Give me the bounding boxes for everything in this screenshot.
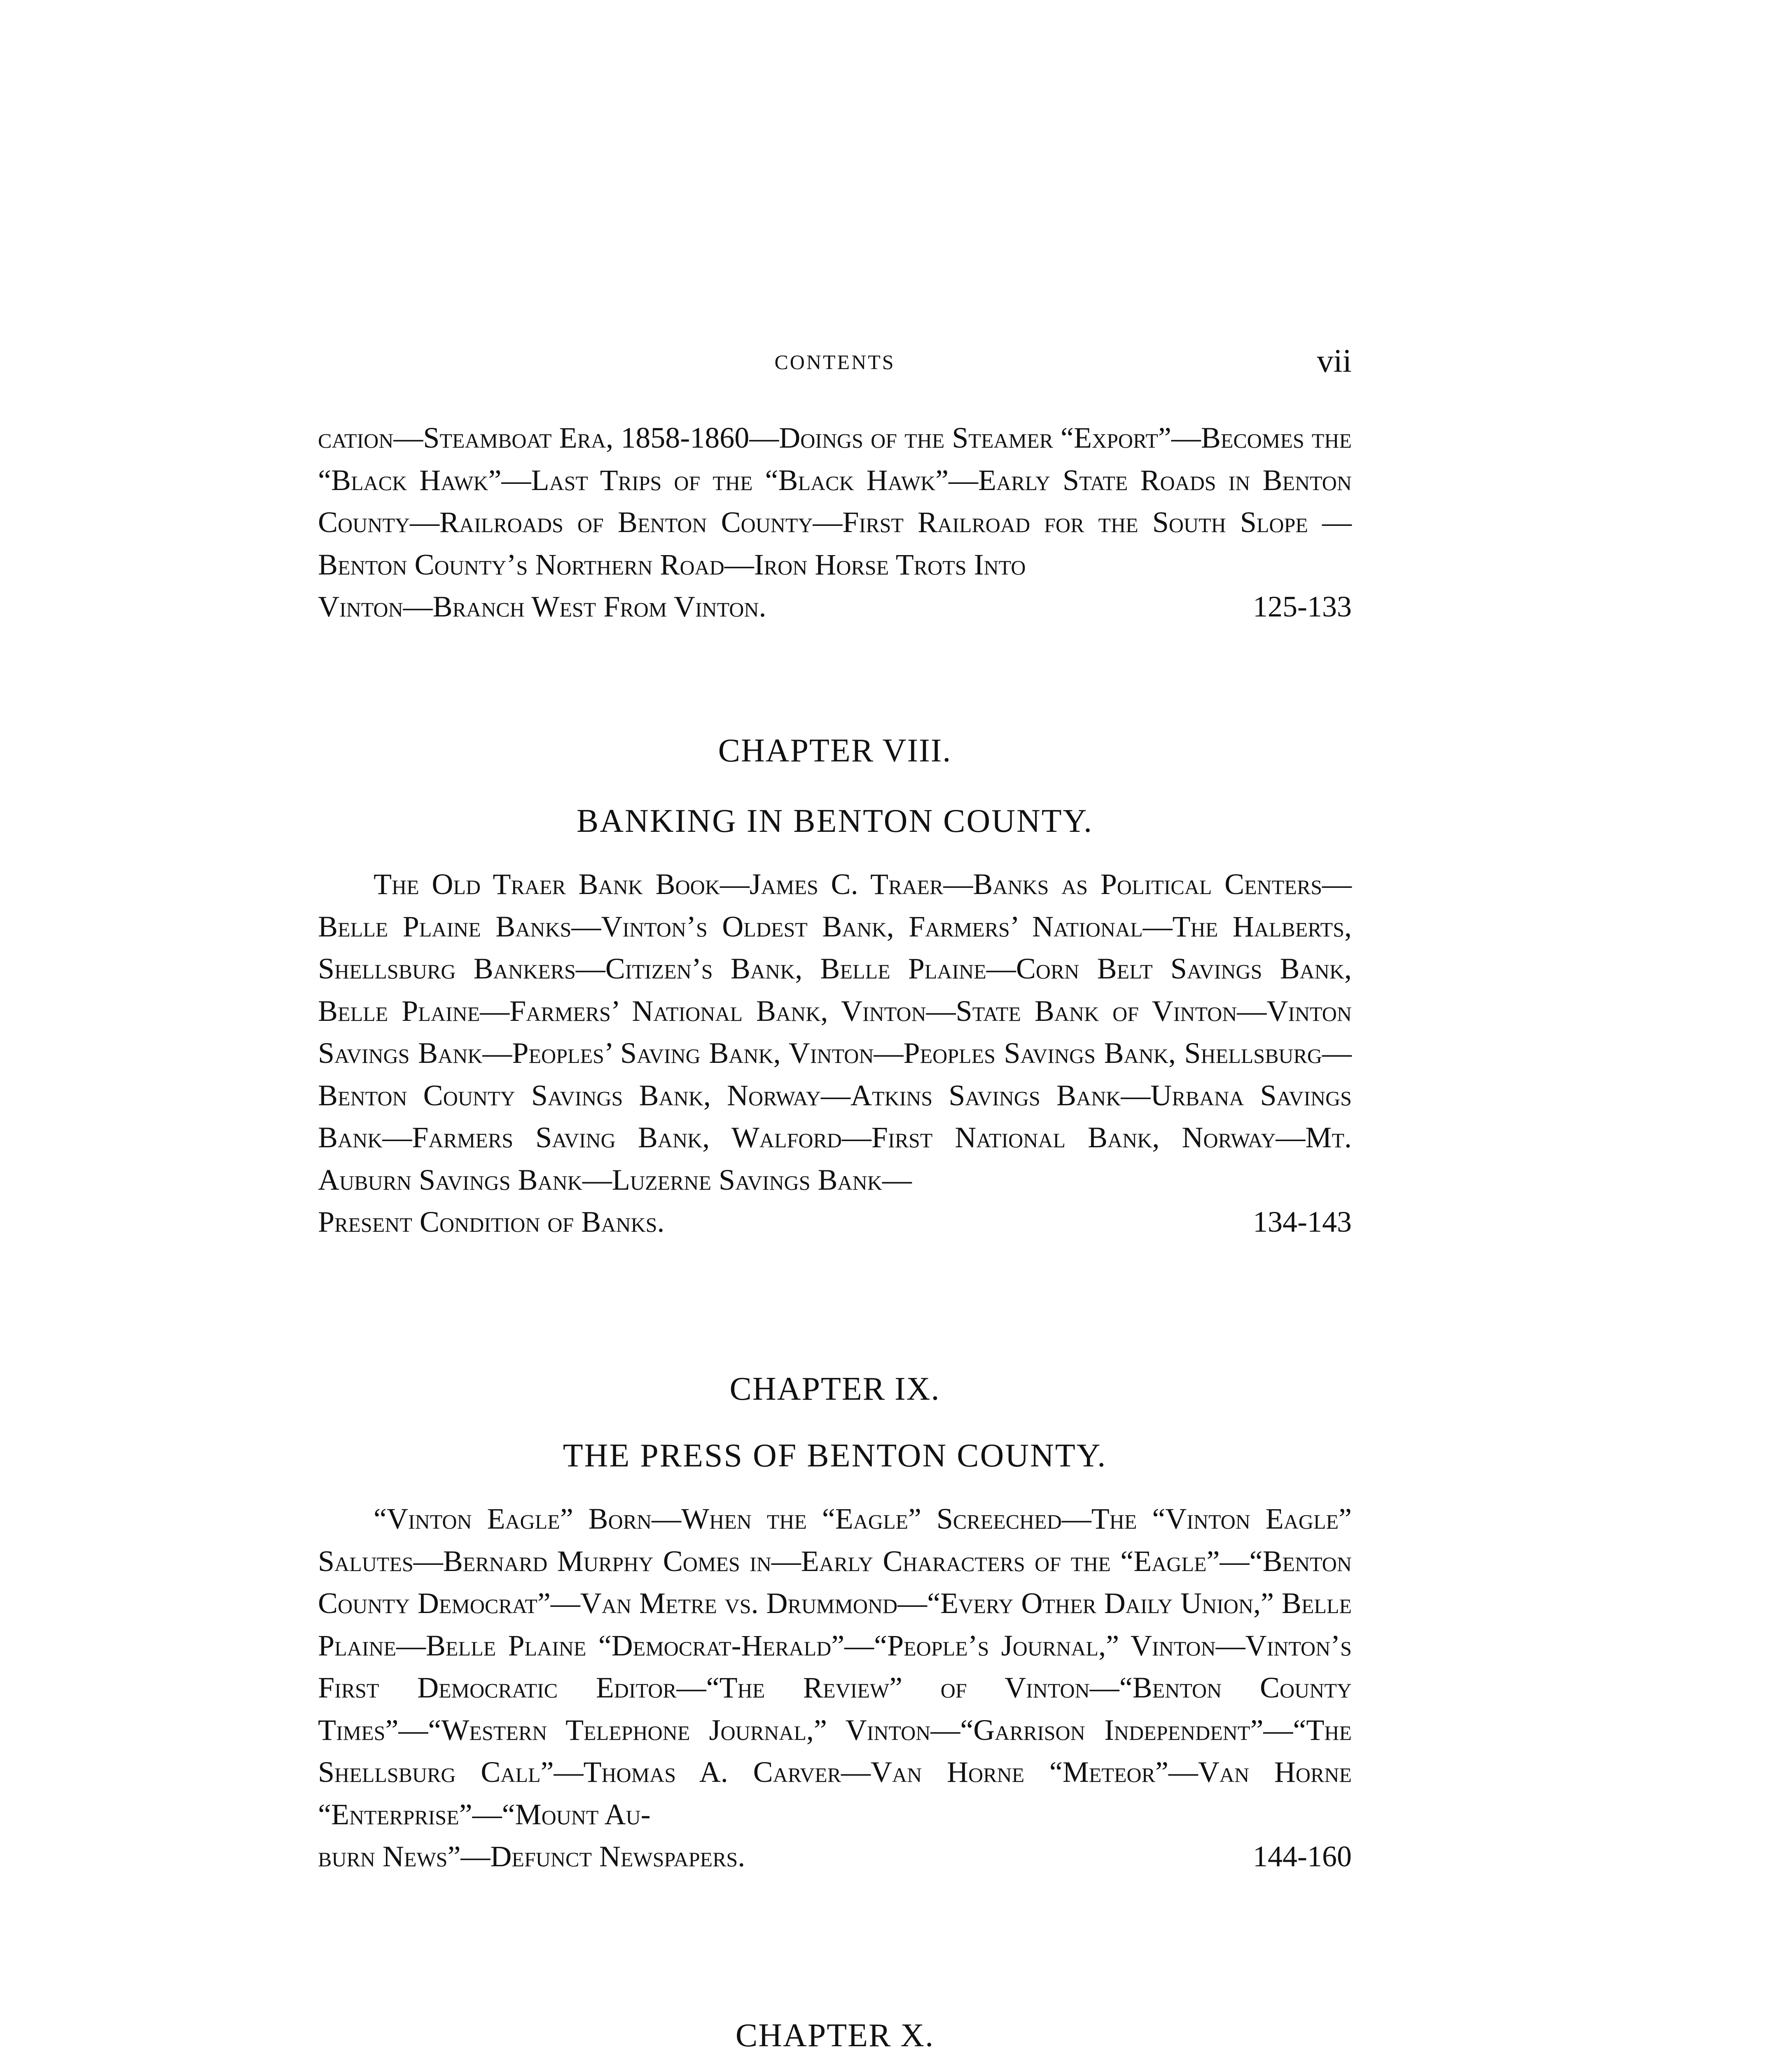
chapter-vii-continued-entry bbox=[318, 417, 1352, 628]
entry-text: The Old Traer Bank Book—James C. Traer—Banks as Political Centers—Belle Plaine Banks—Vinton’s Oldest Bank, Farmers’ National—The Halberts, Shellsburg Bankers—Citizen’s Bank, Belle Plaine—Corn Belt Savings Bank, Belle Plaine—Farmers’ National Bank, Vinton—State Bank of Vinton—Vinton Savings Bank—Peoples’ Saving Bank, Vinton—Peoples Savings Bank, Shellsburg—Benton County Savings Bank, Norway—Atkins Savings Bank—Urbana Savings Bank—Farmers Saving Bank, Walford—First National Bank, Norway—Mt. Auburn Savings Bank—Luzerne Savings Bank— bbox=[318, 868, 1352, 1196]
chapter-viii-title: BANKING IN BENTON COUNTY. bbox=[576, 803, 1093, 839]
page-range: 144-160 bbox=[1253, 1840, 1352, 1873]
running-title: CONTENTS bbox=[774, 350, 895, 374]
entry-last-line bbox=[318, 1835, 1352, 1878]
chapter-viii-number: CHAPTER VIII. bbox=[718, 733, 952, 769]
contents-page bbox=[318, 0, 1352, 2059]
entry-text: cation—Steamboat Era, 1858-1860—Doings of the Steamer “Export”—Becomes the “Black Hawk”—Last Trips of the “Black Hawk”—Early State Roads in Benton County—Railroads of Benton County—First Railroad for the South Slope —Benton County’s Northern Road—Iron Horse Trots Into bbox=[318, 421, 1352, 581]
running-head bbox=[318, 343, 1352, 380]
page-range: 134-143 bbox=[1253, 1205, 1352, 1238]
entry-last-line bbox=[318, 1201, 1352, 1243]
chapter-ix-number: CHAPTER IX. bbox=[729, 1371, 940, 1407]
chapter-ix-entry bbox=[318, 1498, 1352, 1878]
entry-last-text: Vinton—Branch West From Vinton. bbox=[318, 590, 766, 623]
page-range: 125-133 bbox=[1253, 590, 1352, 623]
entry-last-line bbox=[318, 586, 1352, 628]
page-number: vii bbox=[1317, 343, 1352, 379]
chapter-viii-entry bbox=[318, 863, 1352, 1243]
entry-last-text: Present Condition of Banks. bbox=[318, 1205, 665, 1238]
entry-last-text: burn News”—Defunct Newspapers. bbox=[318, 1840, 745, 1873]
entry-text: “Vinton Eagle” Born—When the “Eagle” Screeched—The “Vinton Eagle” Salutes—Bernard Murphy Comes in—Early Characters of the “Eagle”—“Benton County Democrat”—Van Metre vs. Drummond—“Every Other Daily Union,” Belle Plaine—Belle Plaine “Democrat-Herald”—“People’s Journal,” Vinton—Vinton’s First Democratic Editor—“The Review” of Vinton—“Benton County Times”—“Western Telephone Journal,” Vinton—“Garrison Independent”—“The Shellsburg Call”—Thomas A. Carver—Van Horne “Meteor”—Van Horne “Enterprise”—“Mount Au- bbox=[318, 1502, 1352, 1831]
chapter-ix-title: THE PRESS OF BENTON COUNTY. bbox=[563, 1438, 1107, 1474]
chapter-x-number: CHAPTER X. bbox=[735, 2017, 935, 2054]
